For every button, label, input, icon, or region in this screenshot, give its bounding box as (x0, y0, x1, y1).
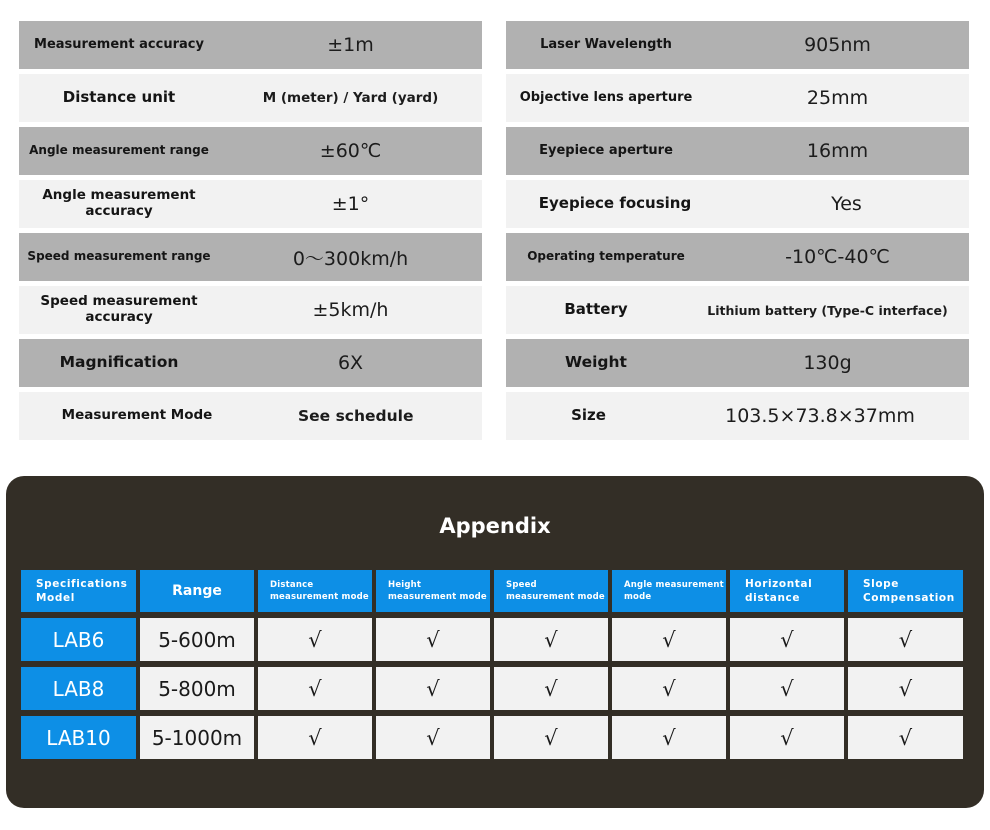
spec-label: Speed measurement accuracy (40, 293, 198, 325)
spec-label: Operating temperature (527, 249, 685, 264)
checkmark-icon: √ (494, 667, 608, 710)
spec-label: Weight (565, 353, 627, 372)
spec-value: ±1m (327, 34, 374, 56)
spec-row-size (506, 392, 969, 440)
checkmark-icon: √ (376, 716, 490, 759)
spec-value: 130g (803, 352, 852, 374)
spec-value: 103.5×73.8×37mm (725, 405, 915, 427)
header-speed-mode: Speed measurement mode (494, 570, 608, 612)
spec-label: Battery (564, 300, 628, 319)
spec-row-measurement-accuracy (19, 21, 482, 69)
spec-value: 16mm (806, 140, 869, 162)
spec-row-battery (506, 286, 969, 334)
spec-label: Angle measurement range (29, 143, 209, 158)
appendix-title: Appendix (439, 514, 551, 538)
header-slope-compensation: Slope Compensation (848, 570, 963, 612)
header-horizontal-distance: Horizontal distance (730, 570, 844, 612)
spec-row-operating-temperature (506, 233, 969, 281)
appendix-table (21, 570, 963, 765)
spec-label: Objective lens aperture (519, 89, 693, 105)
spec-label: Speed measurement range (27, 249, 211, 264)
spec-value: 6X (337, 352, 364, 374)
spec-value: Yes (831, 193, 862, 215)
model-cell: LAB8 (21, 667, 136, 710)
header-height-mode: Height measurement mode (376, 570, 490, 612)
spec-value: 0～300km/h (292, 247, 409, 270)
spec-value: ±1° (331, 193, 370, 215)
spec-row-objective-aperture (506, 74, 969, 122)
spec-label: Size (571, 406, 606, 425)
appendix-header-row (21, 570, 963, 612)
header-distance-mode: Distance measurement mode (258, 570, 372, 612)
spec-row-angle-accuracy (19, 180, 482, 228)
spec-label: Measurement Mode (61, 407, 213, 424)
checkmark-icon: √ (376, 618, 490, 661)
table-row (21, 618, 963, 661)
checkmark-icon: √ (258, 667, 372, 710)
range-cell: 5-800m (140, 667, 254, 710)
spec-row-speed-range (19, 233, 482, 281)
spec-table-right (506, 21, 969, 445)
spec-row-weight (506, 339, 969, 387)
range-cell: 5-600m (140, 618, 254, 661)
spec-value: 905nm (804, 34, 871, 56)
model-cell: LAB6 (21, 618, 136, 661)
spec-value: 25mm (806, 87, 869, 109)
spec-row-eyepiece-aperture (506, 127, 969, 175)
table-row (21, 667, 963, 710)
checkmark-icon: √ (848, 667, 963, 710)
spec-row-speed-accuracy (19, 286, 482, 334)
spec-row-distance-unit (19, 74, 482, 122)
checkmark-icon: √ (730, 618, 844, 661)
checkmark-icon: √ (848, 618, 963, 661)
spec-row-magnification (19, 339, 482, 387)
checkmark-icon: √ (612, 667, 726, 710)
spec-value: See schedule (298, 407, 414, 425)
checkmark-icon: √ (730, 667, 844, 710)
spec-table-left (19, 21, 482, 445)
spec-value: ±5km/h (312, 299, 389, 321)
spec-label: Distance unit (62, 88, 176, 107)
checkmark-icon: √ (730, 716, 844, 759)
checkmark-icon: √ (376, 667, 490, 710)
spec-label: Eyepiece focusing (538, 194, 692, 213)
header-specifications-model: Specifications Model (21, 570, 136, 612)
spec-value: -10℃-40℃ (785, 246, 890, 268)
spec-label: Angle measurement accuracy (42, 187, 196, 219)
spec-value: M (meter) / Yard (yard) (262, 90, 439, 106)
checkmark-icon: √ (494, 618, 608, 661)
checkmark-icon: √ (258, 618, 372, 661)
header-angle-mode: Angle measurement mode (612, 570, 726, 612)
spec-row-angle-range (19, 127, 482, 175)
spec-row-laser-wavelength (506, 21, 969, 69)
checkmark-icon: √ (612, 716, 726, 759)
spec-label: Measurement accuracy (34, 36, 204, 52)
checkmark-icon: √ (258, 716, 372, 759)
spec-label: Eyepiece aperture (539, 142, 673, 158)
range-cell: 5-1000m (140, 716, 254, 759)
checkmark-icon: √ (612, 618, 726, 661)
header-range: Range (140, 570, 254, 612)
spec-row-measurement-mode (19, 392, 482, 440)
checkmark-icon: √ (494, 716, 608, 759)
spec-value: ±60℃ (319, 140, 382, 162)
spec-label: Magnification (59, 353, 179, 372)
model-cell: LAB10 (21, 716, 136, 759)
appendix-panel (6, 476, 984, 808)
table-row (21, 716, 963, 759)
spec-row-eyepiece-focusing (506, 180, 969, 228)
checkmark-icon: √ (848, 716, 963, 759)
spec-value: Lithium battery (Type-C interface) (707, 302, 948, 318)
spec-label: Laser Wavelength (540, 36, 672, 52)
